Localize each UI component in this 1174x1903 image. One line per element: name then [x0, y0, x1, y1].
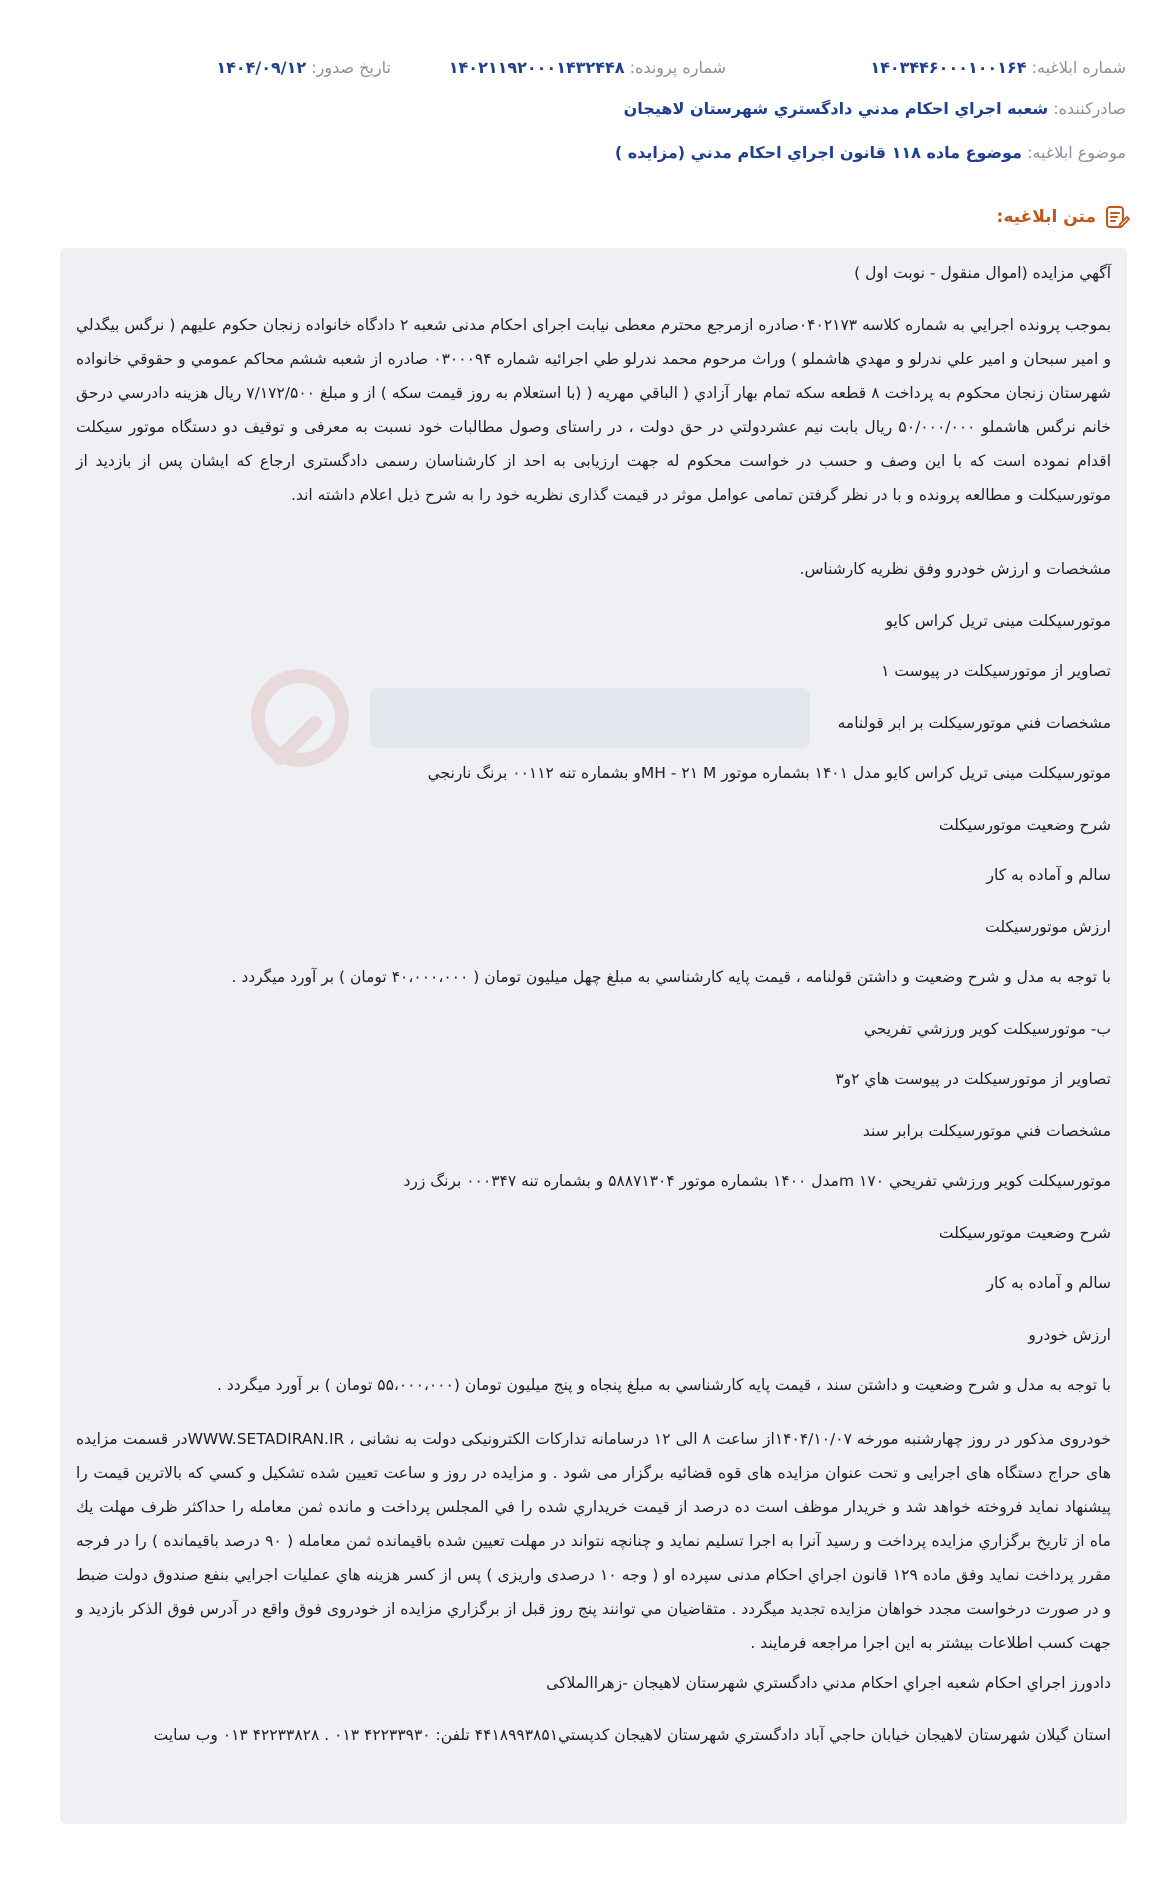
file-number-value: ۱۴۰۲۱۱۹۲۰۰۰۱۴۳۲۴۴۸	[448, 58, 625, 77]
file-number	[449, 58, 726, 77]
item-a-title: موتورسيكلت مينی تريل كراس كايو	[885, 612, 1111, 630]
item-b-value-heading: ارزش خودرو	[1028, 1326, 1111, 1344]
issue-date-value: ۱۴۰۴/۰۹/۱۲	[216, 58, 307, 77]
issuer-label: صادرکننده:	[1053, 99, 1126, 118]
item-a-spec-heading: مشخصات فني موتورسيكلت بر ابر قولنامه	[837, 714, 1111, 732]
item-b-title: ب- موتورسيكلت كوير ورزشي تفريحي	[863, 1020, 1111, 1038]
subject-value: موضوع ماده ۱۱۸ قانون اجراي احکام مدني (مزايده )	[614, 143, 1022, 162]
item-b-value: با توجه به مدل و شرح وضعيت و داشتن سند ، قيمت پايه كارشناسي به مبلغ پنجاه و پنج ميليون تومان (۵۵،۰۰۰،۰۰۰ تومان ) بر آورد ميگردد .	[217, 1376, 1111, 1394]
item-b-condition-heading: شرح وضعيت موتورسيكلت	[938, 1224, 1111, 1242]
ad-heading: آگهي مزايده (اموال منقول - نوبت اول )	[854, 264, 1111, 282]
item-a-photos: تصاوير از موتورسيكلت در پيوست ۱	[881, 662, 1111, 680]
issuer-row	[48, 99, 1126, 118]
issue-date-label: تاريخ صدور:	[311, 58, 391, 77]
subject-row	[48, 143, 1126, 162]
item-b-condition: سالم و آماده به كار	[986, 1274, 1111, 1292]
item-a-value: با توجه به مدل و شرح وضعيت و داشتن قولنامه ، قيمت پايه كارشناسي به مبلغ چهل ميليون تومان ( ۴۰،۰۰۰،۰۰۰ تومان ) بر آورد ميگردد .	[231, 968, 1111, 986]
document-edit-icon	[1104, 204, 1130, 230]
issuer-value: شعبه اجراي احکام مدني دادگستري شهرستان لاهيجان	[623, 99, 1049, 118]
item-a-value-heading: ارزش موتورسيكلت	[985, 918, 1111, 936]
paragraph-case-summary: بموجب پرونده اجرايي به شماره كلاسه ۰۴۰۲۱۷۳صادره ازمرجع محترم معطی نيابت اجرای احكام مدنی شعبه ۲ دادگاه خانواده زنجان حكوم عليهم ( نرگس بيگدلي و امير سبحان و امير علي ندرلو و مهدي هاشملو ) وراث مرحوم محمد ندرلو طي اجرائيه شماره ۰۳۰۰۰۹۴ صادره از شعبه ششم محاكم عمومي و حقوقي خانواده شهرستان زنجان محكوم به پرداخت ۸ قطعه سكه تمام بهار آزادي ( الباقي مهريه ( (با استعلام به روز قيمت سكه ) از و مبلغ ۷/۱۷۲/۵۰۰ ريال هزينه دادرسي درحق خانم نرگس هاشملو ۵۰/۰۰۰/۰۰۰ ريال بابت نيم عشردولتي در حق دولت ، در راستای وصول مطالبات خود نسبت به معرفی و توقيف دو دستگاه موتور سيكلت اقدام نموده است كه با اين وصف و حسب در خواست محكوم له جهت ارزيابی به احد از كارشناسان رسمی دادگستری ارجاع كه ايشان پس از بازديد از موتورسيكلت و مطالعه پرونده و با در نظر گرفتن تمامی عوامل موثر در قيمت گذاری نظريه خود را به شرح ذيل اعلام داشته اند.	[76, 316, 1112, 504]
item-b-spec-heading: مشخصات فني موتورسيكلت برابر سند	[862, 1122, 1111, 1140]
section-header	[997, 202, 1130, 232]
officer-signature: دادورز اجراي احكام شعبه اجراي احكام مدني دادگستري شهرستان لاهيجان -زهراالملاكی	[546, 1674, 1111, 1692]
notice-number	[870, 58, 1126, 77]
item-a-condition: سالم و آماده به كار	[986, 866, 1111, 884]
notice-content-box	[60, 248, 1127, 1824]
subject-label: موضوع ابلاغيه:	[1027, 143, 1126, 162]
section-title: متن ابلاغيه:	[996, 207, 1096, 227]
meta-row-numbers	[48, 58, 1126, 80]
item-a-condition-heading: شرح وضعيت موتورسيكلت	[938, 816, 1111, 834]
issue-date	[216, 58, 391, 77]
file-number-label: شماره پرونده:	[629, 58, 726, 77]
paragraph-auction-terms: خودروی مذكور در روز چهارشنبه مورخه ۱۴۰۴/۱۰/۰۷از ساعت ۸ الی ۱۲ درسامانه تداركات الكترونيكی دولت به نشانی ، WWW.SETADIRAN.IRدر قسمت مزايده های حراج دستگاه های اجرايی و تحت عنوان مزايده های قوه قضائيه برگزار می شود . و مزايده در روز و ساعت تعيين شده تشكيل و كسي كه بالاترين قيمت را پيشنهاد نمايد فروخته خواهد شد و خريدار موظف است ده درصد از قيمت خريداري شده را في المجلس پرداخت و مانده ثمن معامله را حداكثر ظرف مهلت يك ماه از تاريخ برگزاري مزايده پرداخت و رسيد آنرا به اجرا تسليم نمايد و چنانچه نتواند در مهلت تعيين شده باقيمانده ثمن معامله ( ۹۰ درصد باقيمانده ) را در فرجه مقرر پرداخت نمايد وفق ماده ۱۲۹ قانون اجراي احكام مدنی سپرده او ( وجه ۱۰ درصدی واريزی ) پس از كسر هزينه هاي عمليات اجرايي بنفع صندوق دولت ضبط و در صورت درخواست مجدد خواهان مزايده تجديد ميگردد . متقاضيان مي توانند پنج روز قبل از برگزاري مزايده از خودروی فوق واقع در آدرس فوق الذكر بازديد و جهت كسب اطلاعات بيشتر به اين اجرا مراجعه فرمايند .	[76, 1430, 1112, 1652]
item-b-photos: تصاوير از موتورسيكلت در پيوست هاي ۲و۳	[835, 1070, 1111, 1088]
notice-number-label: شماره ابلاغيه:	[1031, 58, 1126, 77]
item-a-spec: موتورسيكلت مينی تريل كراس كايو مدل ۱۴۰۱ بشماره موتور MH - ۲۱ Mو بشماره تنه ۰۰۱۱۲ برنگ نارنجي	[427, 764, 1111, 782]
item-b-spec: موتورسيكلت كوير ورزشي تفريحي ۱۷۰ mمدل ۱۴۰۰ بشماره موتور ۵۸۸۷۱۳۰۴ و بشماره تنه ۰۰۰۳۴۷ برنگ زرد	[403, 1172, 1111, 1190]
address-contact: استان گيلان شهرستان لاهيجان خيابان حاجي آباد دادگستري شهرستان لاهيجان كدپستي۴۴۱۸۹۹۳۸۵۱ تلفن: ۴۲۲۳۳۹۳۰ ۰۱۳ . ۴۲۲۳۳۸۲۸ ۰۱۳ وب سايت	[153, 1726, 1111, 1744]
notice-number-value: ۱۴۰۳۴۴۶۰۰۰۱۰۰۱۶۴	[870, 58, 1027, 77]
paragraph-spec-intro: مشخصات و ارزش خودرو وفق نظريه كارشناس.	[799, 560, 1111, 578]
